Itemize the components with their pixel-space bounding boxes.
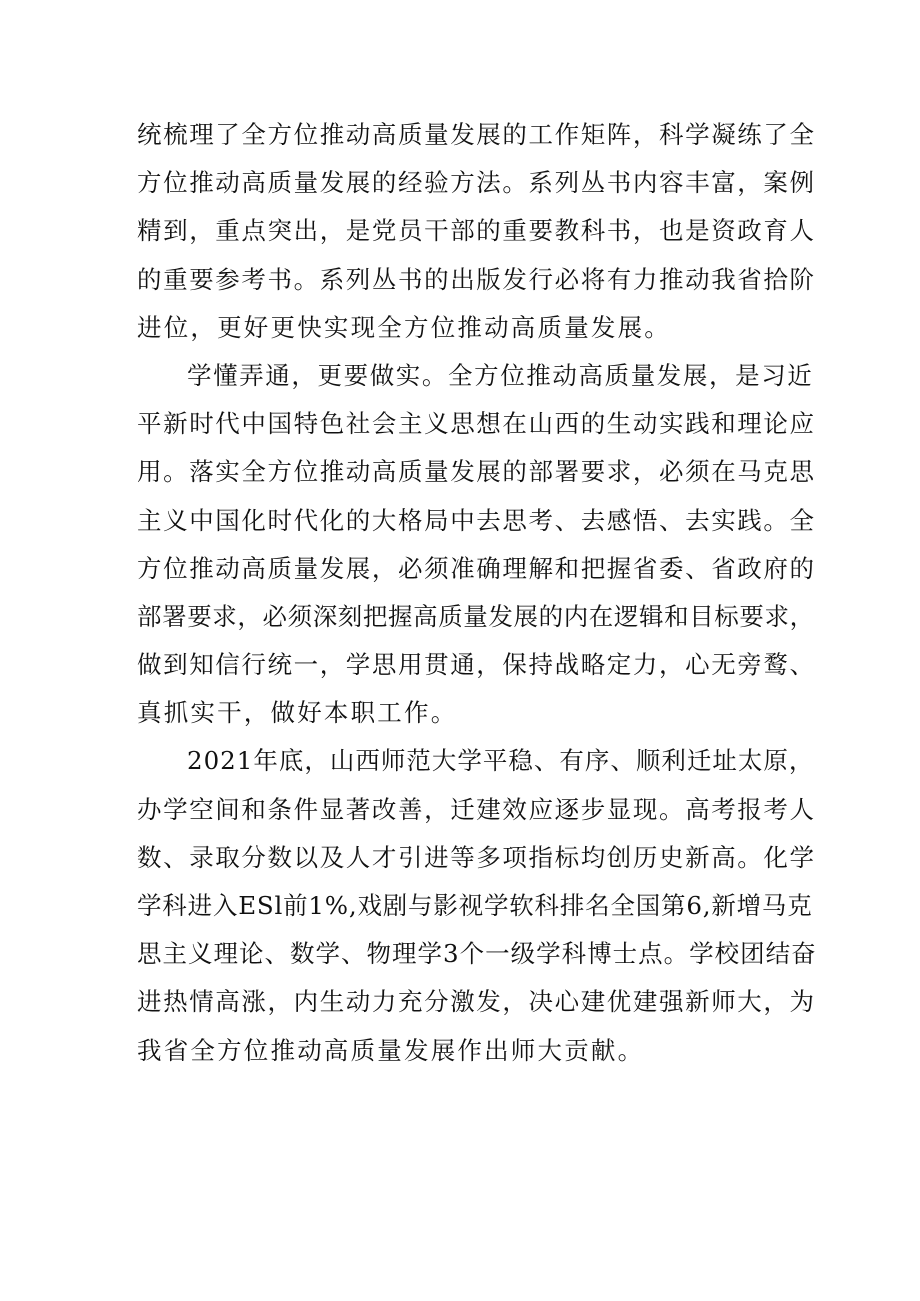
- document-body: [137, 111, 817, 1075]
- text-line: 精到，重点突出，是党员干部的重要教科书，也是资政育人: [137, 216, 816, 246]
- text-line: 我省全方位推动高质量发展作出师大贡献。: [137, 1035, 645, 1065]
- text-line: 2021年底，山西师范大学平稳、有序、顺利迁址太原，: [187, 746, 815, 776]
- text-line: 办学空间和条件显著改善，迁建效应逐步显现。高考报考人: [137, 794, 816, 824]
- text-line: 方位推动高质量发展的经验方法。系列丛书内容丰富，案例: [137, 168, 816, 198]
- text-line: 方位推动高质量发展，必须准确理解和把握省委、省政府的: [137, 553, 816, 583]
- text-line: 做到知信行统一，学思用贯通，保持战略定力，心无旁鹜、: [137, 650, 816, 680]
- text-line: 学科进入ESl前1%,戏剧与影视学软科排名全国第6,新增马克: [137, 891, 813, 920]
- text-line: 主义中国化时代化的大格局中去思考、去感悟、去实践。全: [137, 505, 816, 535]
- text-line: 学懂弄通，更要做实。全方位推动高质量发展，是习近: [187, 360, 814, 390]
- text-line: 的重要参考书。系列丛书的出版发行必将有力推动我省拾阶: [137, 264, 816, 294]
- text-line: 统梳理了全方位推动高质量发展的工作矩阵，科学凝练了全: [137, 120, 816, 149]
- text-line: 思主义理论、数学、物理学3个一级学科博士点。学校团结奋: [137, 939, 817, 969]
- text-line: 数、录取分数以及人才引进等多项指标均创历史新高。化学: [137, 842, 816, 872]
- text-line: 用。落实全方位推动高质量发展的部署要求，必须在马克思: [137, 457, 816, 487]
- text-line: 部署要求，必须深刻把握高质量发展的内在逻辑和目标要求，: [137, 601, 815, 631]
- text-line: 进热情高涨，内生动力充分激发，决心建优建强新师大，为: [137, 987, 816, 1017]
- text-line: 进位，更好更快实现全方位推动高质量发展。: [137, 312, 671, 342]
- text-line: 真抓实干，做好本职工作。: [137, 698, 458, 728]
- text-line: 平新时代中国特色社会主义思想在山西的生动实践和理论应: [137, 409, 816, 439]
